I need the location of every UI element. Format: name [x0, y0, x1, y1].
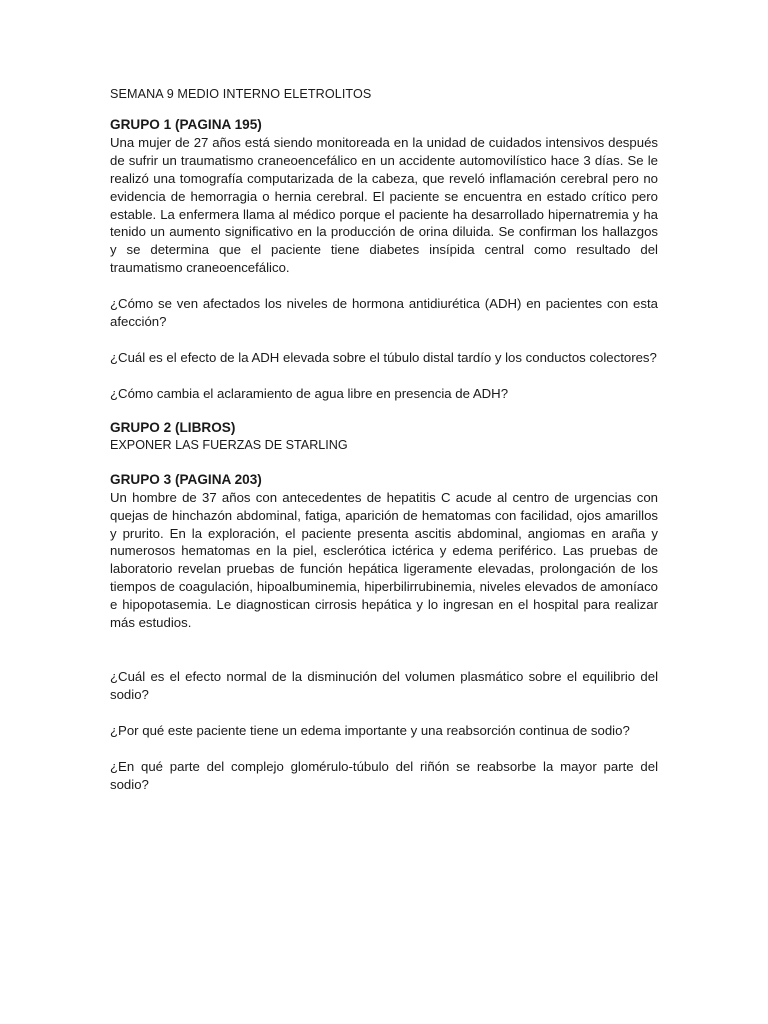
group-3-section [110, 471, 658, 794]
group-3-question-1: ¿Cuál es el efecto normal de la disminución del volumen plasmático sobre el equilibrio del sodio? [110, 668, 658, 702]
group-2-task: EXPONER LAS FUERZAS DE STARLING [110, 437, 348, 452]
group-1-section [110, 116, 658, 403]
group-1-question-1: ¿Cómo se ven afectados los niveles de hormona antidiurética (ADH) en pacientes con esta afección? [110, 296, 658, 330]
group-3-question-3: ¿En qué parte del complejo glomérulo-túbulo del riñón se reabsorbe la mayor parte del sodio? [110, 758, 658, 792]
group-3-question-2: ¿Por qué este paciente tiene un edema importante y una reabsorción continua de sodio? [110, 722, 630, 738]
document-body [110, 86, 658, 793]
group-1-case-text: Una mujer de 27 años está siendo monitoreada en la unidad de cuidados intensivos después de sufrir un traumatismo craneoencefálico en un accidente automovilístico hace 3 días. Se le realizó una tomografía computarizada de la cabeza, que reveló inflamación cerebral pero no evidencia de hemorragia o hernia cerebral. El paciente se encuentra en estado crítico pero estable. La enfermera llama al médico porque el paciente ha desarrollado hipernatremia y ha tenido un aumento significativo en la producción de orina diluida. Se confirman los hallazgos y se determina que el paciente tiene diabetes insípida central como resultado del traumatismo craneoencefálico. [110, 134, 658, 276]
document-title: SEMANA 9 MEDIO INTERNO ELETROLITOS [110, 87, 372, 101]
group-3-heading: GRUPO 3 (PAGINA 203) [110, 471, 262, 487]
group-1-question-2: ¿Cuál es el efecto de la ADH elevada sobre el túbulo distal tardío y los conductos colectores? [110, 349, 657, 365]
group-3-case-text: Un hombre de 37 años con antecedentes de hepatitis C acude al centro de urgencias con quejas de hinchazón abdominal, fatiga, aparición de hematomas con facilidad, ojos amarillos y prurito. En la exploración, el paciente presenta ascitis abdominal, angiomas en araña y numerosos hematomas en la piel, esclerótica ictérica y edema periférico. Las pruebas de laboratorio revelan pruebas de función hepática ligeramente elevadas, prolongación de los tiempos de coagulación, hipoalbuminemia, hiperbilirrubinemia, niveles elevados de amoníaco e hipopotasemia. Le diagnostican cirrosis hepática y lo ingresan en el hospital para realizar más estudios. [110, 489, 658, 631]
group-1-question-3: ¿Cómo cambia el aclaramiento de agua libre en presencia de ADH? [110, 385, 509, 401]
group-2-heading: GRUPO 2 (LIBROS) [110, 419, 236, 435]
group-2-section [110, 419, 658, 455]
group-1-heading: GRUPO 1 (PAGINA 195) [110, 116, 262, 132]
